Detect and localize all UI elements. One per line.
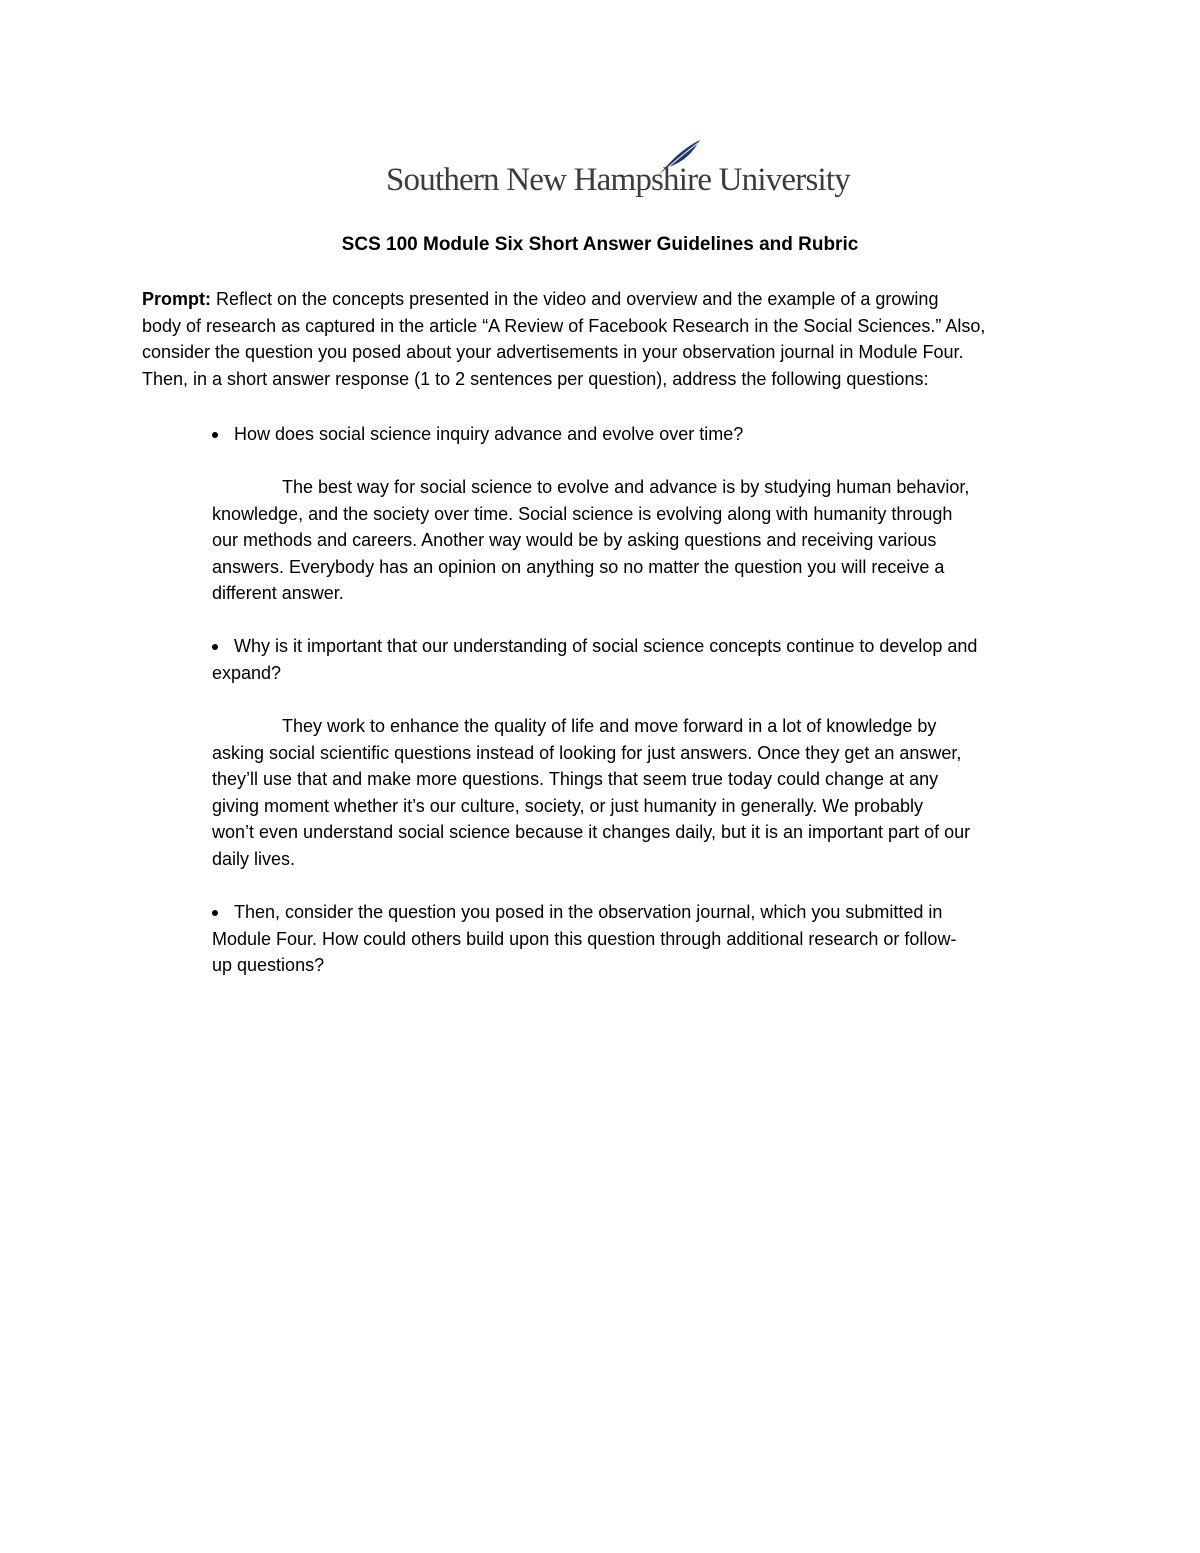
answer-paragraph-1 [212,474,1072,607]
answer-line: different answer. [212,583,344,603]
bullet-icon [212,432,218,438]
question-bullet-1 [212,421,1072,448]
document-title: SCS 100 Module Six Short Answer Guidelines and Rubric [341,234,859,255]
answer-line: daily lives. [212,848,296,869]
question-text: Module Four. How could others build upon this question through additional research or follow- [212,928,957,949]
bullet-icon [212,910,218,916]
prompt-line: Then, in a short answer response (1 to 2 sentences per question), address the following questions: [142,368,929,389]
university-logo [386,138,850,208]
question-text: How does social science inquiry advance and evolve over time? [234,424,744,444]
logo-wordmark: Southern New Hampshire University [386,162,850,198]
answer-line: They work to enhance the quality of life and move forward in a lot of knowledge by [282,716,937,736]
question-text: expand? [212,662,282,683]
question-bullet-3 [212,899,1072,979]
prompt-line: body of research as captured in the article “A Review of Facebook Research in the Social Sciences.” Also, [142,315,986,336]
answer-line: won’t even understand social science because it changes daily, but it is an important part of our [212,822,971,842]
prompt-line: consider the question you posed about your advertisements in your observation journal in Module Four. [142,342,964,362]
question-text: Why is it important that our understanding of social science concepts continue to develop and [234,636,978,656]
prompt-label: Prompt: [142,289,211,309]
bullet-icon [212,644,218,650]
answer-line: knowledge, and the society over time. Social science is evolving along with humanity through [212,503,953,524]
answer-line: giving moment whether it’s our culture, society, or just humanity in generally. We probably [212,795,923,816]
question-text: Then, consider the question you posed in the observation journal, which you submitted in [234,902,943,922]
question-bullet-2 [212,633,1072,686]
answer-line: answers. Everybody has an opinion on anything so no matter the question you will receive a [212,556,945,577]
answer-paragraph-2 [212,713,1072,872]
answer-line: our methods and careers. Another way would be by asking questions and receiving various [212,530,937,550]
prompt-line: Reflect on the concepts presented in the video and overview and the example of a growing [211,289,939,309]
answer-line: they’ll use that and make more questions. Things that seem true today could change at any [212,769,939,789]
answer-line: asking social scientific questions instead of looking for just answers. Once they get an answer, [212,742,962,763]
answer-line: The best way for social science to evolve and advance is by studying human behavior, [282,477,970,497]
prompt-paragraph [142,286,1062,392]
question-text: up questions? [212,955,325,975]
